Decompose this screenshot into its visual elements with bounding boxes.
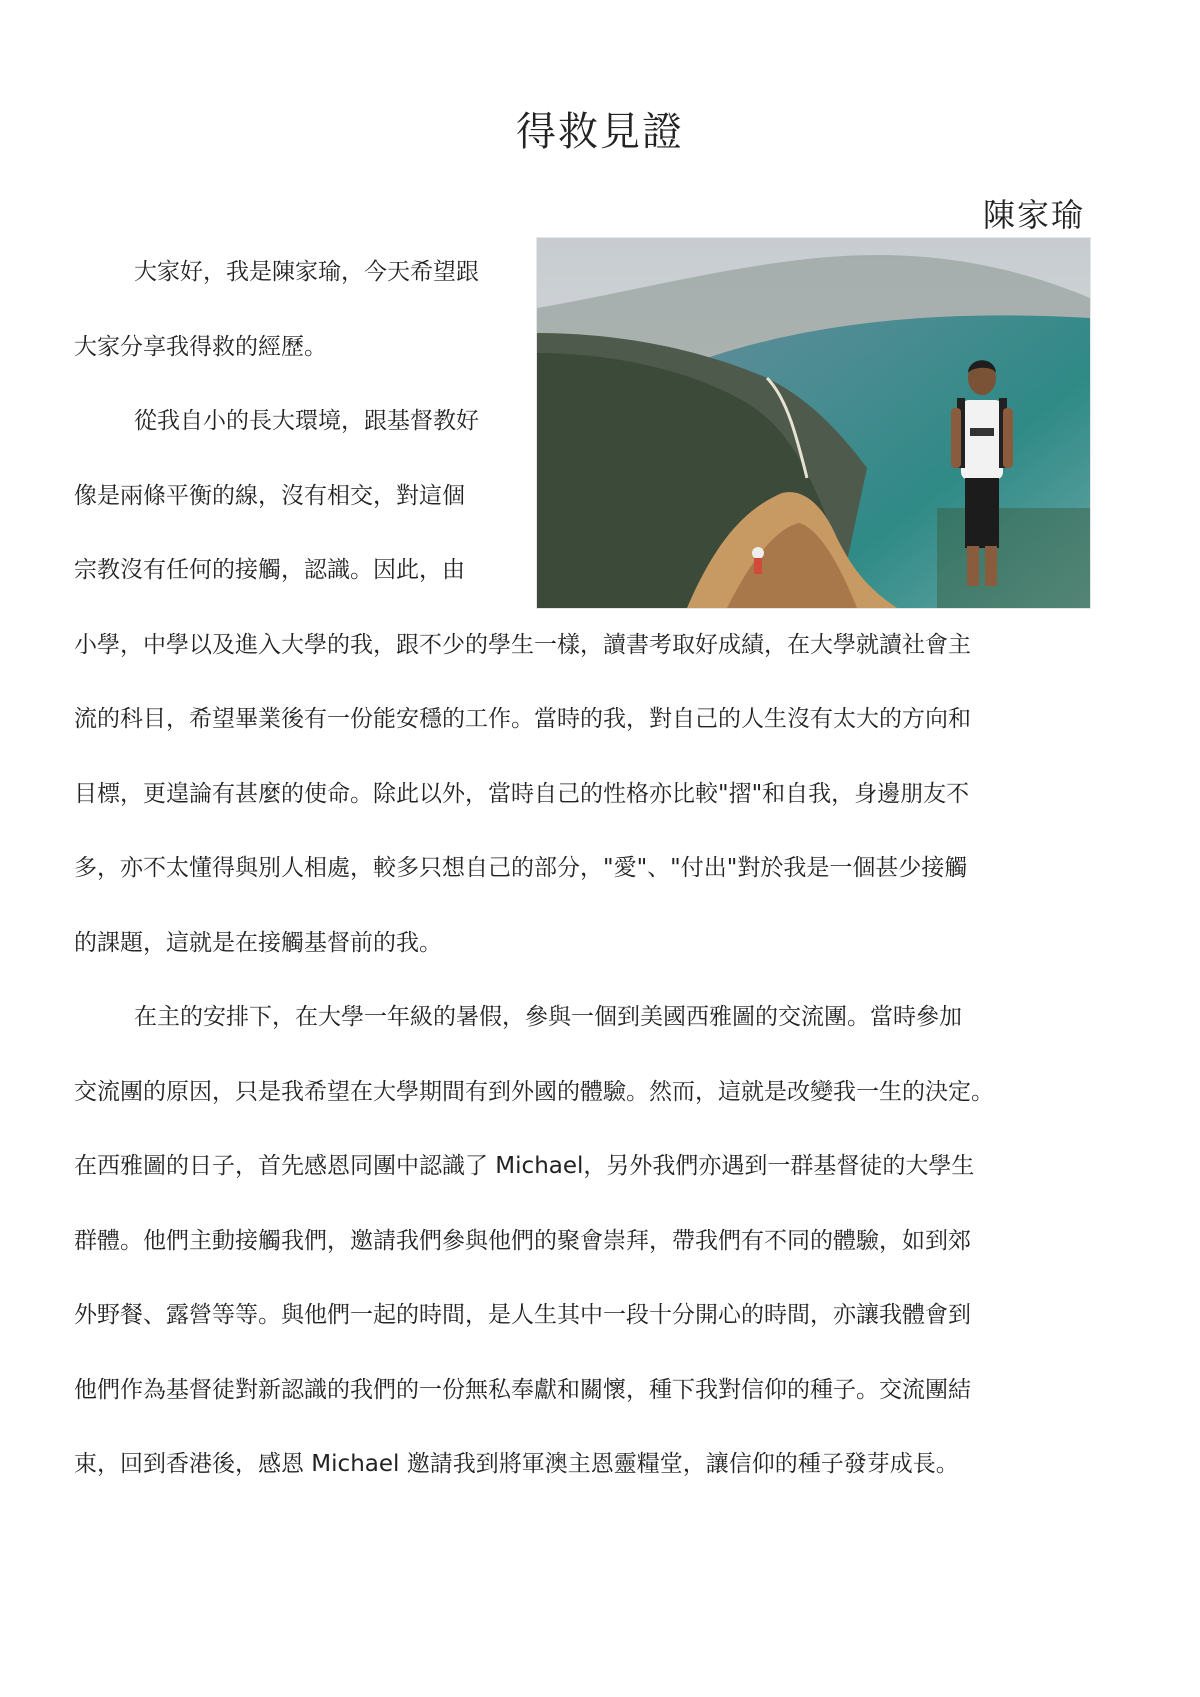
paragraph-line: 像是兩條平衡的線，沒有相交，對這個 [74, 483, 465, 509]
paragraph-line: 束，回到香港後，感恩 Michael 邀請我到將軍澳主恩靈糧堂，讓信仰的種子發芽成長。 [74, 1451, 959, 1477]
author-name: 陳家瑜 [982, 196, 1085, 234]
paragraph-line: 從我自小的長大環境，跟基督教好 [134, 408, 479, 434]
paragraph-line: 交流團的原因，只是我希望在大學期間有到外國的體驗。然而，這就是改變我一生的決定。 [74, 1079, 994, 1105]
paragraph-line: 在西雅圖的日子，首先感恩同團中認識了 Michael，另外我們亦遇到一群基督徒的大學生 [74, 1153, 975, 1179]
paragraph-line: 大家好，我是陳家瑜，今天希望跟 [134, 259, 479, 285]
hiker-landscape-photo [537, 238, 1090, 608]
paragraph-line: 群體。他們主動接觸我們，邀請我們參與他們的聚會崇拜，帶我們有不同的體驗，如到郊 [74, 1228, 971, 1254]
paragraph-line: 目標，更遑論有甚麼的使命。除此以外，當時自己的性格亦比較"摺"和自我，身邊朋友不 [74, 781, 970, 807]
paragraph-line: 在主的安排下，在大學一年級的暑假，參與一個到美國西雅圖的交流團。當時參加 [134, 1004, 962, 1030]
paragraph-line: 大家分享我得救的經歷。 [74, 334, 327, 360]
page-title: 得救見證 [516, 109, 684, 155]
paragraph-line: 外野餐、露營等等。與他們一起的時間，是人生其中一段十分開心的時間，亦讓我體會到 [74, 1302, 971, 1328]
paragraph-line: 流的科目，希望畢業後有一份能安穩的工作。當時的我，對自己的人生沒有太大的方向和 [74, 706, 971, 732]
paragraph-line: 多，亦不太懂得與別人相處，較多只想自己的部分，"愛"、"付出"對於我是一個甚少接觸 [74, 855, 968, 881]
photo-image [537, 238, 1090, 608]
paragraph-line: 的課題，這就是在接觸基督前的我。 [74, 930, 442, 956]
paragraph-line: 宗教沒有任何的接觸，認識。因此，由 [74, 557, 465, 583]
paragraph-line: 小學，中學以及進入大學的我，跟不少的學生一樣，讀書考取好成績，在大學就讀社會主 [74, 632, 971, 658]
paragraph-line: 他們作為基督徒對新認識的我們的一份無私奉獻和關懷，種下我對信仰的種子。交流團結 [74, 1377, 971, 1403]
